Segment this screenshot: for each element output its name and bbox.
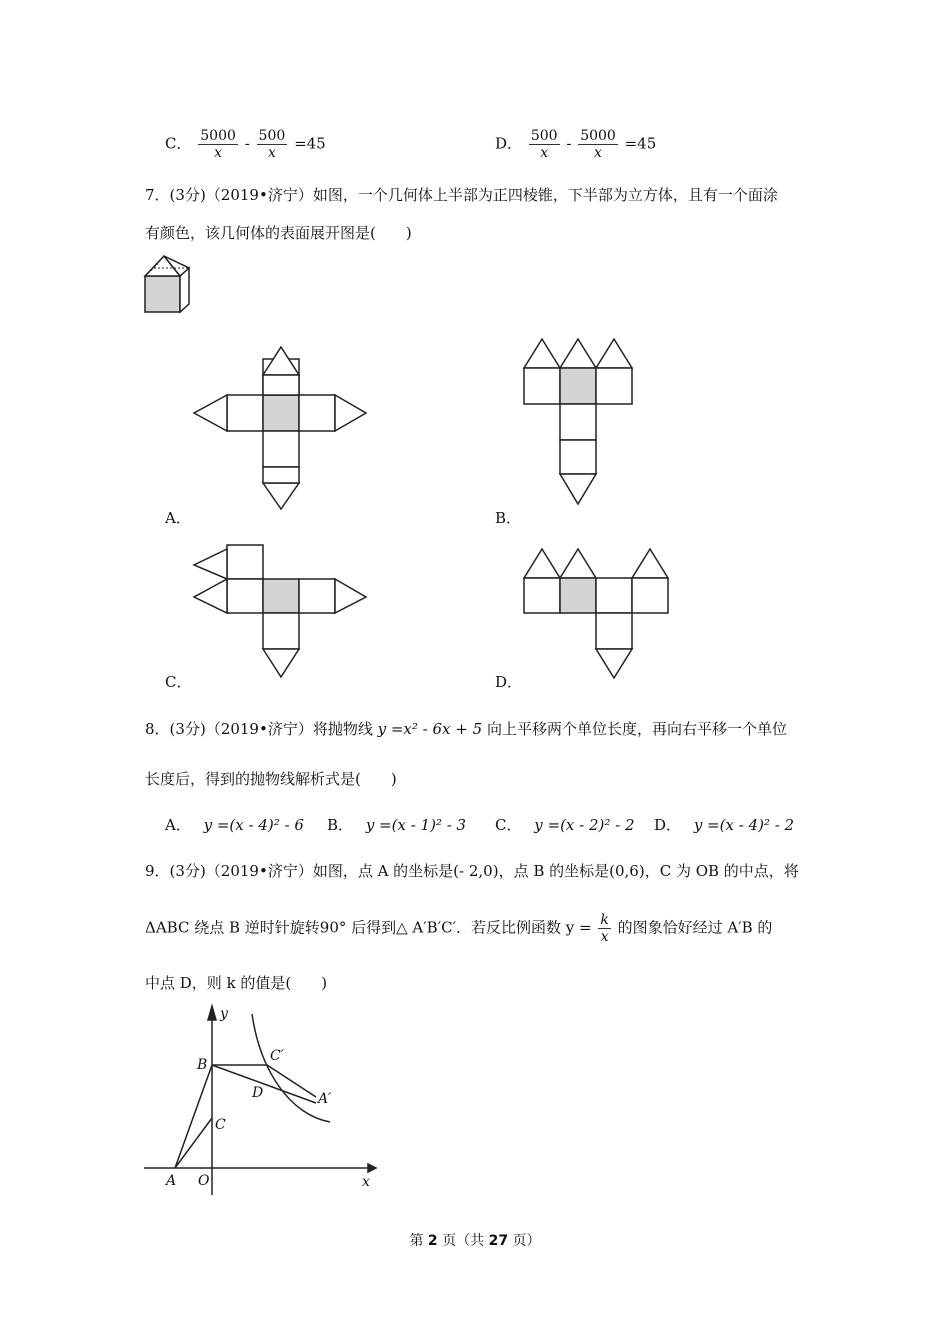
current-page-number: 2 <box>427 1233 438 1249</box>
segment-ac <box>175 1118 212 1168</box>
label-b: B <box>197 1057 208 1073</box>
q7-line1: 7．(3分)（2019•济宁）如图，一个几何体上半部为正四棱锥，下半部为立方体，且有一个面涂 <box>145 186 778 204</box>
q9-coordinate-figure <box>140 1000 380 1195</box>
y-axis-arrow <box>208 1006 216 1020</box>
q7-solid-figure <box>140 250 200 318</box>
segment-c2a2 <box>267 1065 316 1097</box>
q6-c-frac1: $\frac{5000}{x}$ <box>200 128 236 161</box>
q6-option-d-label: D． <box>495 134 523 153</box>
q6-option-c-label: C． <box>165 134 192 153</box>
q7-line2: 有颜色，该几何体的表面展开图是( ) <box>145 224 412 242</box>
q7-net-d <box>520 546 672 682</box>
q9-fraction: $\frac{k}{x}$ <box>600 912 609 945</box>
label-a-prime: A′ <box>318 1091 332 1107</box>
q6-c-frac2: $\frac{500}{x}$ <box>258 128 286 161</box>
q8-option-b: B． y =(x - 1)² - 3 <box>327 816 467 834</box>
q8-line1: 8．(3分)（2019•济宁）将抛物线 y =x² - 6x + 5 向上平移两个单位长度，再向右平移一个单位 <box>145 720 787 738</box>
q7-net-b <box>520 336 636 508</box>
q7-net-c <box>190 543 370 681</box>
q9-line1: 9．(3分)（2019•济宁）如图，点 A 的坐标是(- 2,0)，点 B 的坐标是(0,6)，C 为 OB 的中点，将 <box>145 862 799 880</box>
label-c: C <box>215 1117 226 1133</box>
label-a: A <box>166 1173 177 1189</box>
q9-line3: 中点 D，则 k 的值是( ) <box>145 974 328 992</box>
segment-ab <box>175 1065 212 1168</box>
label-o: O <box>198 1173 210 1189</box>
q6-d-frac1: $\frac{500}{x}$ <box>530 128 558 161</box>
q7-net-a <box>190 343 370 515</box>
segment-ba2 <box>212 1065 316 1103</box>
q6-option-d: D． $\frac{500}{x}$ - $\frac{5000}{x}$ =45 <box>495 128 657 161</box>
q7-label-a: A． <box>165 509 191 527</box>
q9-line2: ΔABC 绕点 B 逆时针旋转90° 后得到△ A′B′C′．若反比例函数 y = $\frac{k}{x}$ 的图象恰好经过 A′B 的 <box>145 912 773 945</box>
q6-d-frac2: $\frac{5000}{x}$ <box>580 128 616 161</box>
q6-option-c: C． $\frac{5000}{x}$ - $\frac{500}{x}$ =45 <box>165 128 326 161</box>
page-footer: 第 2 页（共 27 页） <box>409 1233 541 1249</box>
q7-label-b: B． <box>495 509 522 527</box>
label-d: D <box>252 1085 264 1101</box>
q7-label-d: D． <box>495 673 523 691</box>
q8-option-d: D． y =(x - 4)² - 2 <box>654 816 795 834</box>
x-axis-arrow <box>368 1164 376 1172</box>
cube-front-face <box>145 276 180 312</box>
total-page-count: 27 <box>488 1233 509 1249</box>
q8-option-a: A． y =(x - 4)² - 6 <box>165 816 304 834</box>
label-c-prime: C′ <box>270 1048 284 1064</box>
label-x: x <box>362 1174 370 1190</box>
q7-label-c: C． <box>165 673 192 691</box>
q8-option-c: C． y =(x - 2)² - 2 <box>495 816 635 834</box>
q8-line2: 长度后，得到的抛物线解析式是( ) <box>145 770 397 788</box>
q8-equation: y =x² - 6x + 5 <box>377 720 483 738</box>
label-y: y <box>220 1006 228 1022</box>
